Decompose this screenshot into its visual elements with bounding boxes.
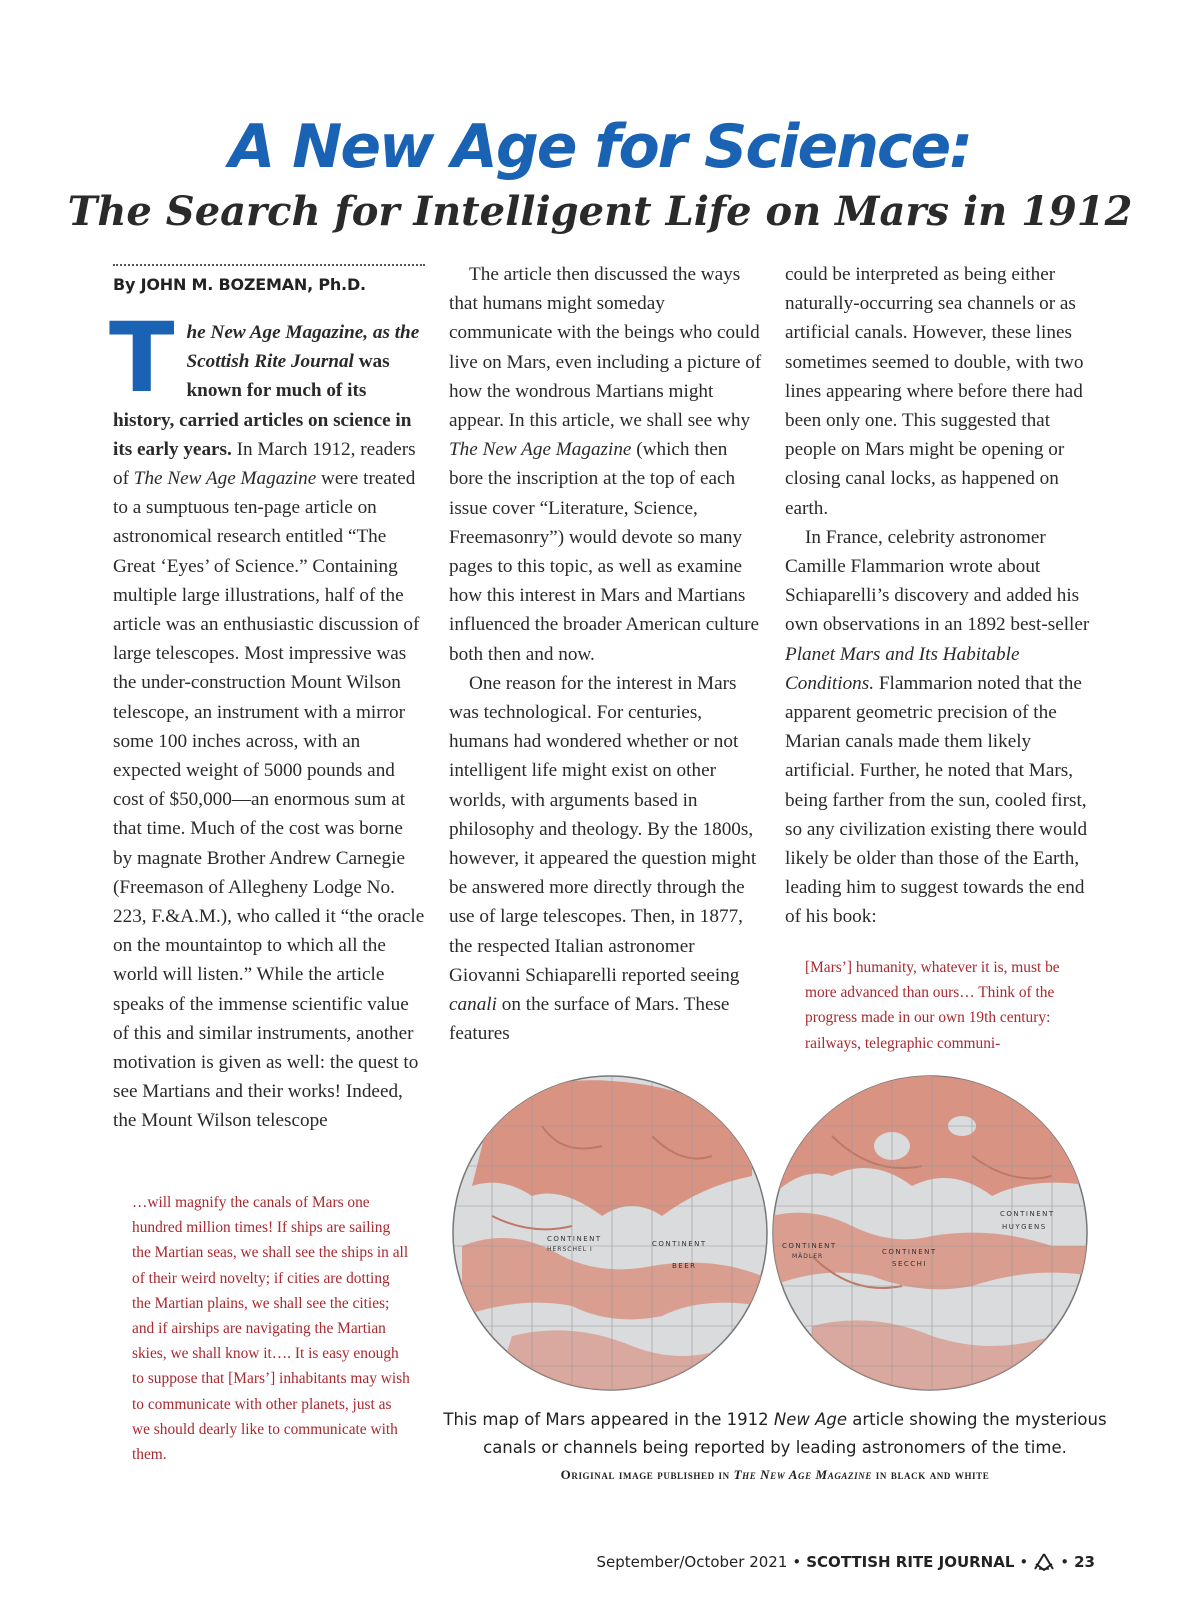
credit-italic: The New Age Magazine [733,1467,872,1482]
map-label: MÄDLER [792,1253,824,1260]
mars-map-image [452,1066,1100,1400]
footer-separator: • [1060,1553,1070,1571]
column-3 [785,260,1097,932]
map-label: CONTINENT [1000,1210,1055,1218]
map-label: BEER [672,1262,697,1270]
credit-text: in black and white [871,1467,990,1482]
page-footer [596,1553,1095,1571]
map-label: CONTINENT [782,1242,837,1250]
map-label: CONTINENT [547,1235,602,1243]
page-number: 23 [1074,1553,1095,1571]
lead-bold-text: was known for much of its history, carried articles on science in its early years. [113,351,412,460]
paragraph-intro [109,302,425,1136]
paragraph-text: on the surface of Mars. These features [449,994,730,1045]
paragraph [449,260,763,669]
paragraph-text: One reason for the interest in Mars was technological. For centuries, humans had wondered whether or not intelligent life might exist on other worlds, with arguments based in philosophy and theology. By the 1800s, however, it appeared the question might be answered more directly through the use of large telescopes. Then, in 1877, the respected Italian astronomer Giovanni Schiaparelli reported seeing [449,672,757,986]
paragraph-text: The article then discussed the ways that humans might someday communicate with the beings who could live on Mars, even including a picture of how the wondrous Martians might appear. In this article, we shall see why [449,264,762,432]
column-1 [109,302,425,1136]
paragraph-text: were treated to a sumptuous ten-page article on astronomical research entitled “The Great ‘Eyes’ of Science.” Containing multiple large illustrations, half of the article was an enthusiastic discussion of large telescopes. Most impressive was the under-construction Mount Wilson telescope, an instrument with a mirror some 100 inches across, with an expected weight of 5000 pounds and cost of $50,000—an enormous sum at that time. Much of the cost was borne by magnate Brother Andrew Carnegie (Freemason of Allegheny Lodge No. 223, F.&A.M.), who called it “the oracle on the mountaintop to which all the world will listen.” While the article speaks of the immense scientific value of this and similar instruments, another motivation is given as well: the quest to see Martians and their works! Indeed, the Mount Wilson telescope [113,468,425,1132]
paragraph [449,669,763,1049]
book-title: Planet Mars and Its Habitable Conditions. [785,643,1020,694]
caption-text: This map of Mars appeared in the 1912 [443,1410,774,1429]
article-subtitle: The Search for Intelligent Life on Mars in 1912 [67,188,1133,235]
paragraph-text: Flammarion noted that the apparent geometric precision of the Marian canals made them likely artificial. Further, he noted that Mars, being farther from the sun, cooled first, so any civilization existing there would likely be older than those of the Earth, leading him to suggest towards the end of his book: [785,672,1088,928]
masonic-emblem-icon [1033,1553,1055,1571]
map-label: CONTINENT [652,1240,707,1248]
map-label: HUYGENS [1002,1223,1047,1231]
paragraph: could be interpreted as being either naturally-occurring sea channels or as artificial canals. However, these lines sometimes seemed to double, with two lines appearing where before there had been only one. This suggested that people on Mars might be opening or closing canal locks, as happened on earth. [785,264,1084,519]
journal-name: SCOTTISH RITE JOURNAL [806,1553,1015,1571]
drop-cap: T [109,302,175,414]
pull-quote-telescope: …will magnify the canals of Mars one hundred million times! If ships are sailing the Martian seas, we shall see the ships in all of their weird novelty; if cities are dotting the Martian plains, we shall see the cities; and if airships are navigating the Martian skies, we shall know it…. It is easy enough to suppose that [Mars’] inhabitants may wish to communicate with other planets, just as we should dearly like to communicate with them. [132,1194,410,1464]
caption-text: article showing the mysterious canals or channels being reported by leading astronomers of the time. [483,1410,1107,1457]
map-label: SECCHI [892,1260,927,1268]
paragraph-text: In March 1912, readers of [113,438,416,490]
paragraph-text: In France, celebrity astronomer Camille Flammarion wrote about Schiaparelli’s discovery and added his own observations in an 1892 best-seller [785,526,1090,636]
column-2 [449,260,763,1048]
pull-quote-flammarion: [Mars’] humanity, whatever it is, must be more advanced than ours… Think of the progress made in our own 19th century: railways, telegraphic communi- [805,959,1060,1052]
lead-italic-text: he New Age Magazine, as the Scottish Rite Journal [186,322,420,373]
caption-italic: New Age [773,1410,848,1429]
map-caption [440,1406,1110,1462]
image-credit [440,1467,1110,1483]
mars-hemisphere-right [772,1066,1092,1400]
magazine-title: The New Age Magazine [133,468,317,490]
footer-separator: • [1019,1553,1029,1571]
article-title: A New Age for Science: [228,112,972,182]
mars-hemisphere-left [452,1066,772,1400]
paragraph-text: (which then bore the inscription at the top of each issue cover “Literature, Science, Freemasonry”) would devote so many pages to this topic, as well as examine how this interest in Mars and Martians influenced the broader American culture both then and now. [449,439,760,665]
map-label: HERSCHEL I [547,1246,593,1253]
issue-date: September/October 2021 [596,1553,788,1571]
paragraph [785,523,1097,932]
credit-text: Original image published in [560,1467,734,1482]
map-label: CONTINENT [882,1248,937,1256]
magazine-title: The New Age Magazine [449,439,632,461]
byline: By JOHN M. BOZEMAN, Ph.D. [113,275,366,294]
italic-term: canali [449,994,497,1016]
byline-divider [113,264,425,266]
footer-separator: • [792,1553,802,1571]
